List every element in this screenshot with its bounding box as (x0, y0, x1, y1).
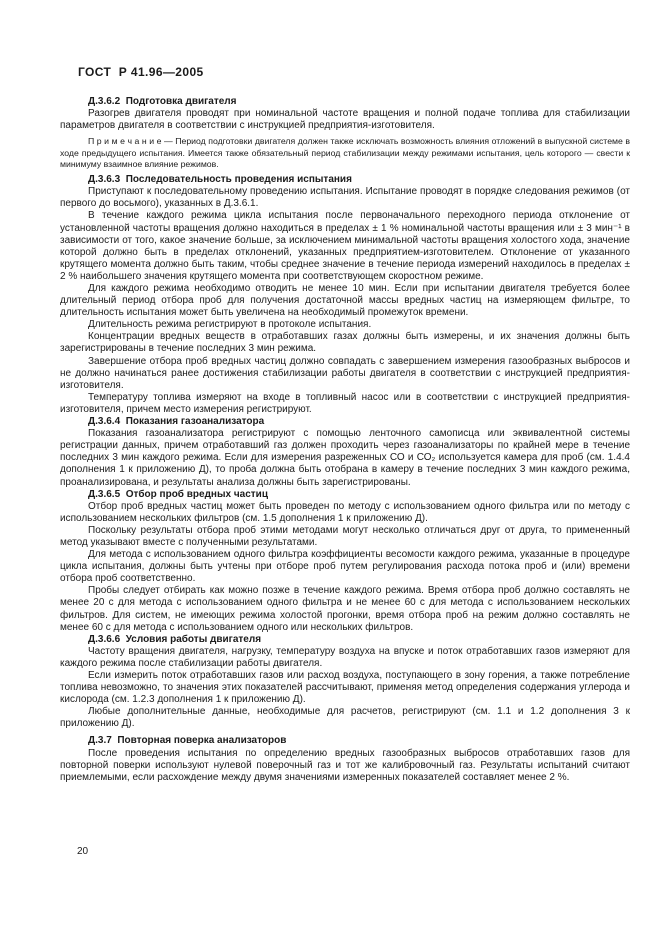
body-paragraph: Концентрации вредных веществ в отработавших газах должны быть измерены, и их значения должны быть зарегистрированы в течение последних 3 мин режима. (60, 331, 630, 355)
section-heading: Д.3.6.6 Условия работы двигателя (88, 633, 262, 645)
section-heading: Д.3.7 Повторная поверка анализаторов (88, 735, 287, 747)
body-paragraph: Частоту вращения двигателя, нагрузку, температуру воздуха на впуске и поток отработавших газов измеряют для каждого режима после стабилизации работы двигателя. (60, 645, 630, 669)
body-paragraph: Для каждого режима необходимо отводить не менее 10 мин. Если при испытании двигателя требуется более длительный период отбора проб для получения достаточной массы вредных частиц на измеряющем фильтре, то длительность испытания может быть увеличена на необходимый промежуток времени. (60, 283, 630, 319)
page-number: 20 (77, 846, 89, 857)
body-paragraph: Показания газоанализатора регистрируют с помощью ленточного самописца или эквивалентной системы регистрации данных, причем отработавший газ должен проходить через газоанализаторы по крайней мере в течение последних 3 мин каждого режима. Если для измерения разреженных СО и СО₂ используется камера для проб (см. 1.4.4 дополнения 1 к приложению Д), то проба должна быть отобрана в камеру в течение последних 3 мин каждого режима, проанализирована, и результаты анализа должны быть зарегистрированы. (60, 428, 630, 488)
body-paragraph: Любые дополнительные данные, необходимые для расчетов, регистрируют (см. 1.1 и 1.2 дополнения 3 к приложению Д). (60, 706, 630, 730)
note-paragraph: П р и м е ч а н и е — Период подготовки двигателя должен также исключать возможность влияния отложений в выпускной системе в ходе предыдущего испытания. Имеется также обязательный период стабилизации между режимами испытания, цель которого — свести к минимуму взаимное влияние режимов. (60, 136, 630, 169)
body-paragraph: Завершение отбора проб вредных частиц должно совпадать с завершением измерения газообразных выбросов и не должно начинаться ранее достижения стабилизации работы двигателя в соответствии с инструкцией предприятия-изготовителя. (60, 355, 630, 391)
body-paragraph: После проведения испытания по определению вредных газообразных выбросов отработавших газов для повторной поверки используют нулевой поверочный газ и тот же калибровочный газ. Результаты испытаний считают приемлемыми, если расхождение между двумя значениями измеренных показателей составляет менее 2 %. (60, 747, 630, 783)
body-paragraph: Приступают к последовательному проведению испытания. Испытание проводят в порядке следования режимов (от первого до восьмого), указанных в Д.3.6.1. (60, 186, 630, 210)
body-paragraph: Если измерить поток отработавших газов или расход воздуха, поступающего в зону горения, а также потребление топлива невозможно, то значения этих показателей рассчитывают, применяя метод определения содержания углерода и кислорода (см. 1.2.3 дополнения 1 к приложению Д). (60, 670, 630, 706)
body-paragraph: В течение каждого режима цикла испытания после первоначального переходного периода отклонение от установленной частоты вращения должно находиться в пределах ± 1 % номинальной частоты вращения или ± 3 мин⁻¹ в зависимости от того, какое значение больше, за исключением минимальной частоты вращения холостого хода, значение которой должно быть в пределах отклонений, указанных предприятием-изготовителем. Отклонение от указанного крутящего момента должно быть таким, чтобы среднее значение в течение периода измерений находилось в пределах ± 2 % наибольшего значения крутящего момента при соответствующем скоростном режиме. (60, 210, 630, 282)
body-paragraph: Поскольку результаты отбора проб этими методами могут несколько отличаться друг от друга, то примененный метод указывают вместе с полученными результатами. (60, 524, 630, 548)
body-paragraph: Отбор проб вредных частиц может быть проведен по методу с использованием одного фильтра или по методу с использованием нескольких фильтров (см. 1.5 дополнения 1 к приложению Д). (60, 500, 630, 524)
section-heading: Д.3.6.2 Подготовка двигателя (88, 96, 237, 107)
body-paragraph: Длительность режима регистрируют в протоколе испытания. (88, 319, 372, 331)
body-paragraph: Пробы следует отбирать как можно позже в течение каждого режима. Время отбора проб должно составлять не менее 20 с для метода с использованием одного фильтра и не менее 60 с для метода с использованием нескольких фильтров. Для систем, не имеющих режима холостой прогонки, время отбора проб на режим должно составлять не менее 60 с для метода с использованием одного или нескольких фильтров. (60, 585, 630, 633)
section-heading: Д.3.6.3 Последовательность проведения испытания (88, 174, 352, 186)
body-paragraph: Температуру топлива измеряют на входе в топливный насос или в соответствии с инструкцией предприятия-изготовителя, причем место измерения регистрируют. (60, 391, 630, 415)
section-heading: Д.3.6.5 Отбор проб вредных частиц (88, 488, 268, 500)
section-heading: Д.3.6.4 Показания газоанализатора (88, 416, 265, 428)
body-paragraph: Для метода с использованием одного фильтра коэффициенты весомости каждого режима, указанные в процедуре цикла испытания, должны быть учтены при отборе проб путем регулирования расхода потока проб и (или) времени отбора проб соответственно. (60, 549, 630, 585)
running-header: ГОСТ Р 41.96—2005 (78, 65, 204, 79)
document-body (60, 96, 630, 784)
body-paragraph: Разогрев двигателя проводят при номинальной частоте вращения и полной подаче топлива для стабилизации параметров двигателя в соответствии с инструкцией предприятия-изготовителя. (60, 108, 630, 132)
